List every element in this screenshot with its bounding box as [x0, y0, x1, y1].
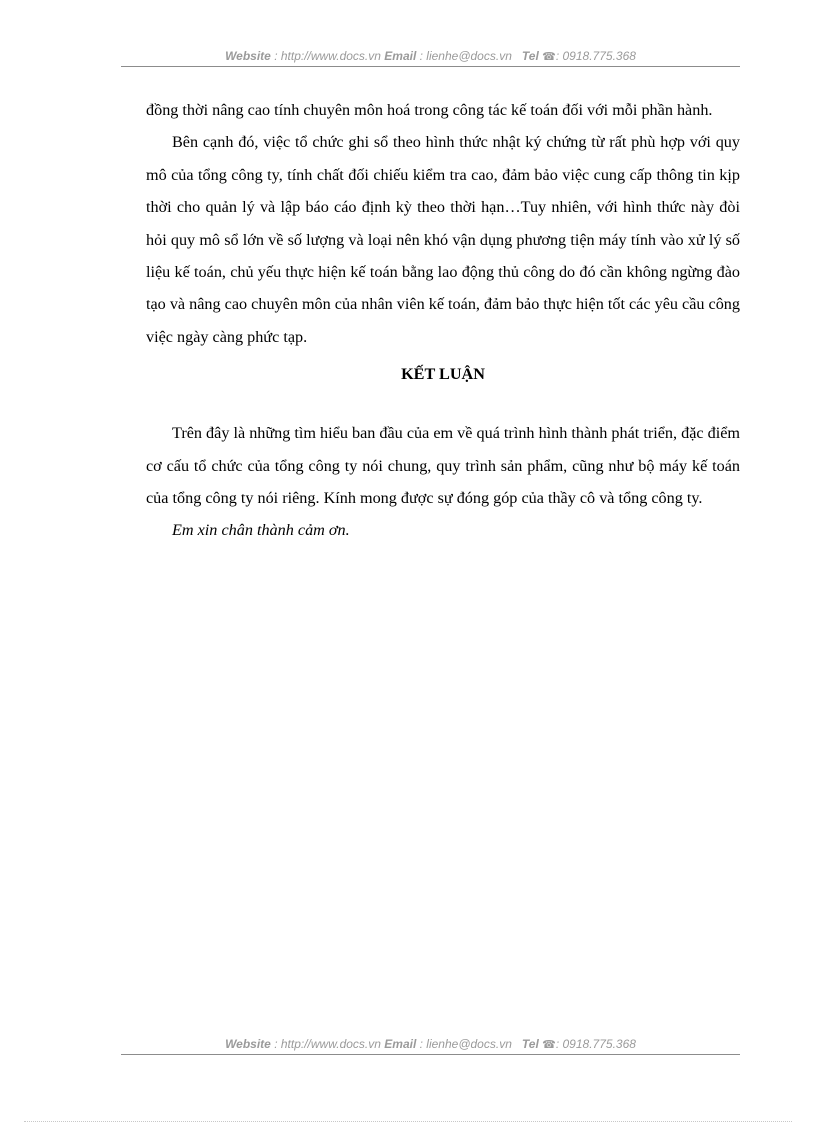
- section-heading-conclusion: KẾT LUẬN: [401, 365, 485, 384]
- header-email-label: Email: [384, 49, 417, 63]
- closing-thanks: Em xin chân thành cảm ơn.: [172, 521, 350, 540]
- page-footer: [121, 1036, 740, 1053]
- footer-email-sep: :: [416, 1037, 427, 1051]
- header-email-value[interactable]: lienhe@docs.vn: [426, 49, 512, 63]
- header-email-sep: :: [416, 49, 427, 63]
- header-tel-label: Tel: [521, 49, 539, 63]
- footer-tel-label: Tel: [521, 1037, 539, 1051]
- footer-email-value[interactable]: lienhe@docs.vn: [426, 1037, 512, 1051]
- phone-icon: ☎: [542, 51, 556, 63]
- page-header: [121, 48, 740, 65]
- paragraph-continuation: đồng thời nâng cao tính chuyên môn hoá trong công tác kế toán đối với mỗi phần hành.: [146, 101, 713, 119]
- header-website-url[interactable]: http://www.docs.vn: [280, 49, 381, 63]
- footer-tel-value: : 0918.775.368: [555, 1037, 636, 1051]
- phone-icon: ☎: [542, 1039, 556, 1051]
- paragraph-conclusion: Trên đây là những tìm hiểu ban đầu của em về quá trình hình thành phát triển, đặc điểm cơ cấu tổ chức của tổng công ty nói chung, quy trình sản phẩm, cũng như bộ máy kế toán của tổng công ty nói riêng. Kính mong được sự đóng góp của thầy cô và tổng công ty.: [146, 424, 740, 508]
- footer-rule: [121, 1054, 740, 1055]
- page-bottom-dotted-edge: [24, 1121, 792, 1122]
- paragraph-ledger-method: Bên cạnh đó, việc tổ chức ghi sổ theo hình thức nhật ký chứng từ rất phù hợp với quy mô của tổng công ty, tính chất đối chiếu kiểm tra cao, đảm bảo việc cung cấp thông tin kịp thời cho quản lý và lập báo cáo định kỳ theo thời hạn…Tuy nhiên, với hình thức này đòi hỏi quy mô sổ lớn về số lượng và loại nên khó vận dụng phương tiện máy tính vào xử lý số liệu kế toán, chủ yếu thực hiện kế toán bằng lao động thủ công do đó cần không ngừng đào tạo và nâng cao chuyên môn của nhân viên kế toán, đảm bảo thực hiện tốt các yêu cầu công việc ngày càng phức tạp.: [146, 133, 740, 346]
- header-website-sep: :: [270, 49, 281, 63]
- footer-website-label: Website: [225, 1037, 271, 1051]
- header-rule: [121, 66, 740, 67]
- footer-email-label: Email: [384, 1037, 417, 1051]
- footer-website-sep: :: [270, 1037, 281, 1051]
- document-body: [146, 94, 740, 547]
- footer-website-url[interactable]: http://www.docs.vn: [280, 1037, 381, 1051]
- header-tel-value: : 0918.775.368: [555, 49, 636, 63]
- header-website-label: Website: [225, 49, 271, 63]
